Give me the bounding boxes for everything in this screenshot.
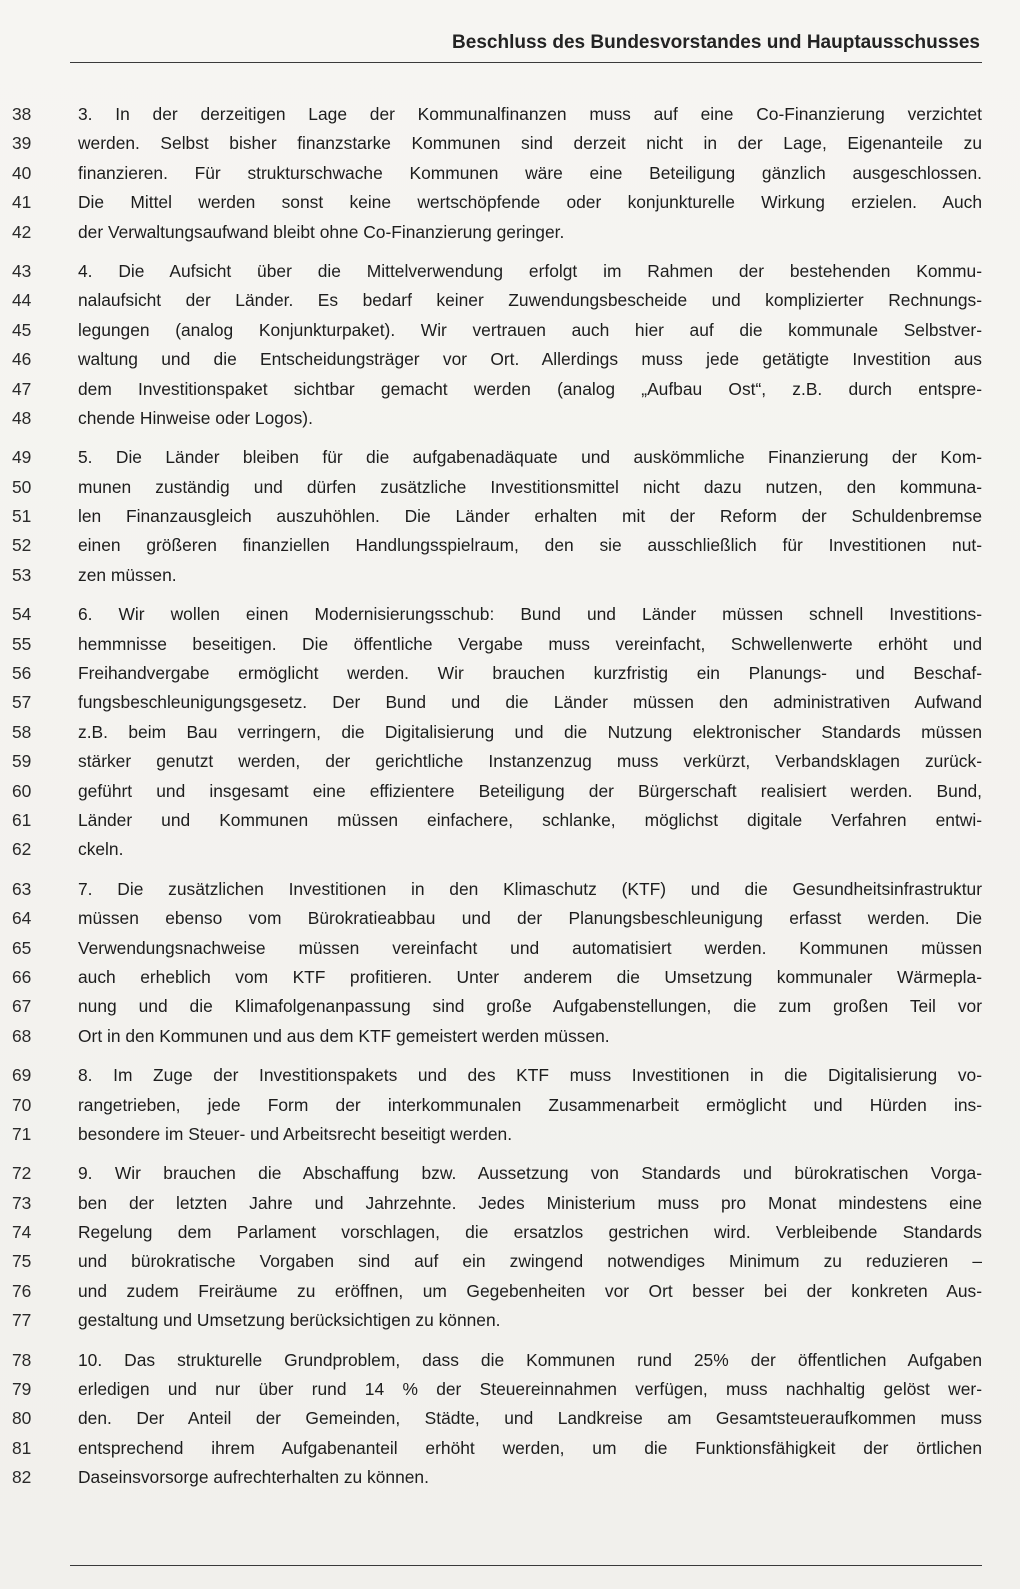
text-line (0, 747, 1020, 776)
line-text: Die Mittel werden sonst keine wertschöpfende oder konjunkturelle Wirkung erzielen. Auch (78, 192, 982, 213)
line-text: Ort in den Kommunen und aus dem KTF gemeistert werden müssen. (78, 1025, 610, 1046)
line-text: besondere im Steuer- und Arbeitsrecht beseitigt werden. (78, 1123, 513, 1144)
text-line (0, 257, 1020, 286)
line-number: 57 (12, 692, 32, 713)
line-text: dem Investitionspaket sichtbar gemacht werden (analog „Aufbau Ost“, z.B. durch entspre- (78, 378, 982, 399)
line-number: 68 (12, 1025, 32, 1046)
text-line (0, 531, 1020, 560)
line-number: 60 (12, 780, 32, 801)
line-text: munen zuständig und dürfen zusätzliche Investitionsmittel nicht dazu nutzen, den kommuna- (78, 476, 982, 497)
line-text: 4. Die Aufsicht über die Mittelverwendung erfolgt im Rahmen der bestehenden Kommu- (78, 260, 982, 281)
text-line (0, 100, 1020, 129)
line-text: finanzieren. Für strukturschwache Kommunen wäre eine Beteiligung gänzlich ausgeschlossen. (78, 162, 982, 183)
text-line (0, 1091, 1020, 1120)
footer-divider (70, 1565, 982, 1566)
line-number: 43 (12, 260, 32, 281)
line-text: 10. Das strukturelle Grundproblem, dass die Kommunen rund 25% der öffentlichen Aufgaben (78, 1349, 982, 1370)
text-line (0, 1277, 1020, 1306)
text-line (0, 1346, 1020, 1375)
line-text: und zudem Freiräume zu eröffnen, um Gegebenheiten vor Ort besser bei der konkreten Aus- (78, 1280, 982, 1301)
line-text: zen müssen. (78, 564, 177, 585)
page-header-title: Beschluss des Bundesvorstandes und Hauptausschusses (452, 32, 980, 53)
line-number: 52 (12, 535, 32, 556)
line-number: 75 (12, 1251, 32, 1272)
text-line (0, 159, 1020, 188)
header-divider (70, 62, 982, 63)
line-number: 82 (12, 1467, 32, 1488)
text-line (0, 1404, 1020, 1433)
line-number: 47 (12, 378, 32, 399)
line-number: 44 (12, 290, 32, 311)
line-text: gestaltung und Umsetzung berücksichtigen zu können. (78, 1310, 501, 1331)
text-line (0, 1120, 1020, 1149)
text-line (0, 600, 1020, 629)
line-text: 9. Wir brauchen die Abschaffung bzw. Aussetzung von Standards und bürokratischen Vorga- (78, 1163, 982, 1184)
text-line (0, 1375, 1020, 1404)
line-number: 79 (12, 1379, 32, 1400)
line-text: 3. In der derzeitigen Lage der Kommunalfinanzen muss auf eine Co-Finanzierung verzichtet (78, 104, 982, 124)
line-number: 42 (12, 221, 32, 242)
line-number: 65 (12, 937, 32, 958)
paragraph (0, 100, 1020, 247)
text-line (0, 345, 1020, 374)
line-number: 45 (12, 319, 32, 340)
line-number: 56 (12, 663, 32, 684)
text-line (0, 375, 1020, 404)
line-number: 67 (12, 996, 32, 1017)
text-line (0, 1218, 1020, 1247)
line-text: den. Der Anteil der Gemeinden, Städte, und Landkreise am Gesamtsteueraufkommen muss (78, 1408, 982, 1429)
text-line (0, 659, 1020, 688)
text-line (0, 835, 1020, 864)
line-text: 5. Die Länder bleiben für die aufgabenadäquate und auskömmliche Finanzierung der Kom- (78, 447, 982, 468)
line-number: 48 (12, 407, 32, 428)
line-number: 54 (12, 604, 32, 625)
text-line (0, 904, 1020, 933)
text-line (0, 188, 1020, 217)
line-text: legungen (analog Konjunkturpaket). Wir vertrauen auch hier auf die kommunale Selbstver- (78, 319, 982, 340)
text-line (0, 1463, 1020, 1492)
text-line (0, 718, 1020, 747)
line-number: 77 (12, 1310, 32, 1331)
text-line (0, 1306, 1020, 1335)
paragraph (0, 600, 1020, 865)
document-body (0, 100, 1020, 1503)
line-number: 61 (12, 809, 32, 830)
paragraph (0, 1061, 1020, 1149)
line-text: chende Hinweise oder Logos). (78, 407, 313, 428)
line-number: 66 (12, 966, 32, 987)
text-line (0, 875, 1020, 904)
line-text: fungsbeschleunigungsgesetz. Der Bund und die Länder müssen den administrativen Aufwand (78, 692, 982, 713)
text-line (0, 129, 1020, 158)
line-number: 51 (12, 506, 32, 527)
line-text: einen größeren finanziellen Handlungsspielraum, den sie ausschließlich für Investitionen nut- (78, 535, 982, 556)
line-text: z.B. beim Bau verringern, die Digitalisierung und die Nutzung elektronischer Standards müssen (78, 721, 982, 742)
text-line (0, 992, 1020, 1021)
line-number: 74 (12, 1222, 32, 1243)
line-text: geführt und insgesamt eine effizientere Beteiligung der Bürgerschaft realisiert werden. Bund, (78, 780, 982, 801)
line-number: 72 (12, 1163, 32, 1184)
line-text: Verwendungsnachweise müssen vereinfacht und automatisiert werden. Kommunen müssen (78, 937, 982, 958)
line-number: 53 (12, 564, 32, 585)
line-number: 73 (12, 1192, 32, 1213)
text-line (0, 1159, 1020, 1188)
line-number: 63 (12, 878, 32, 899)
line-text: len Finanzausgleich auszuhöhlen. Die Länder erhalten mit der Reform der Schuldenbremse (78, 506, 982, 527)
line-number: 70 (12, 1094, 32, 1115)
line-text: rangetrieben, jede Form der interkommunalen Zusammenarbeit ermöglicht und Hürden ins- (78, 1094, 982, 1115)
line-number: 71 (12, 1123, 32, 1144)
line-number: 41 (12, 192, 32, 213)
line-number: 76 (12, 1280, 32, 1301)
line-text: stärker genutzt werden, der gerichtliche Instanzenzug muss verkürzt, Verbandsklagen zurück- (78, 751, 982, 772)
line-text: Daseinsvorsorge aufrechterhalten zu können. (78, 1467, 429, 1488)
line-number: 46 (12, 349, 32, 370)
text-line (0, 473, 1020, 502)
line-number: 40 (12, 162, 32, 183)
line-number: 62 (12, 839, 32, 860)
line-number: 81 (12, 1437, 32, 1458)
line-number: 78 (12, 1349, 32, 1370)
line-text: erledigen und nur über rund 14 % der Steuereinnahmen verfügen, muss nachhaltig gelöst wer- (78, 1379, 982, 1400)
paragraph (0, 1159, 1020, 1335)
paragraph (0, 257, 1020, 433)
line-text: der Verwaltungsaufwand bleibt ohne Co-Finanzierung geringer. (78, 221, 565, 242)
text-line (0, 963, 1020, 992)
line-text: werden. Selbst bisher finanzstarke Kommunen sind derzeit nicht in der Lage, Eigenanteile zu (78, 133, 982, 154)
line-text: Regelung dem Parlament vorschlagen, die ersatzlos gestrichen wird. Verbleibende Standards (78, 1222, 982, 1243)
line-text: müssen ebenso vom Bürokratieabbau und der Planungsbeschleunigung erfasst werden. Die (78, 908, 982, 929)
line-text: Länder und Kommunen müssen einfachere, schlanke, möglichst digitale Verfahren entwi- (78, 809, 982, 830)
line-number: 59 (12, 751, 32, 772)
paragraph (0, 875, 1020, 1051)
text-line (0, 777, 1020, 806)
line-text: 7. Die zusätzlichen Investitionen in den Klimaschutz (KTF) und die Gesundheitsinfrastruktur (78, 878, 982, 899)
line-text: entsprechend ihrem Aufgabenanteil erhöht werden, um die Funktionsfähigkeit der örtlichen (78, 1437, 982, 1458)
line-text: 6. Wir wollen einen Modernisierungsschub: Bund und Länder müssen schnell Investitions- (78, 604, 982, 625)
line-number: 38 (12, 104, 32, 124)
text-line (0, 218, 1020, 247)
text-line (0, 1022, 1020, 1051)
text-line (0, 286, 1020, 315)
line-text: und bürokratische Vorgaben sind auf ein zwingend notwendiges Minimum zu reduzieren – (78, 1251, 982, 1272)
line-number: 58 (12, 721, 32, 742)
line-text: ckeln. (78, 839, 124, 860)
line-number: 80 (12, 1408, 32, 1429)
text-line (0, 1247, 1020, 1276)
line-number: 69 (12, 1065, 32, 1086)
line-text: 8. Im Zuge der Investitionspakets und des KTF muss Investitionen in die Digitalisierung vo- (78, 1065, 982, 1086)
text-line (0, 934, 1020, 963)
text-line (0, 502, 1020, 531)
line-number: 55 (12, 633, 32, 654)
text-line (0, 404, 1020, 433)
text-line (0, 443, 1020, 472)
text-line (0, 1434, 1020, 1463)
line-text: nung und die Klimafolgenanpassung sind große Aufgabenstellungen, die zum großen Teil vor (78, 996, 982, 1017)
line-number: 64 (12, 908, 32, 929)
paragraph (0, 1346, 1020, 1493)
text-line (0, 561, 1020, 590)
line-text: auch erheblich vom KTF profitieren. Unter anderem die Umsetzung kommunaler Wärmepla- (78, 966, 982, 987)
text-line (0, 316, 1020, 345)
text-line (0, 806, 1020, 835)
line-text: nalaufsicht der Länder. Es bedarf keiner Zuwendungsbescheide und komplizierter Rechnungs- (78, 290, 982, 311)
line-text: Freihandvergabe ermöglicht werden. Wir brauchen kurzfristig ein Planungs- und Beschaf- (78, 663, 982, 684)
text-line (0, 630, 1020, 659)
text-line (0, 1189, 1020, 1218)
line-number: 50 (12, 476, 32, 497)
text-line (0, 1061, 1020, 1090)
line-text: hemmnisse beseitigen. Die öffentliche Vergabe muss vereinfacht, Schwellenwerte erhöht und (78, 633, 982, 654)
text-line (0, 688, 1020, 717)
line-text: ben der letzten Jahre und Jahrzehnte. Jedes Ministerium muss pro Monat mindestens eine (78, 1192, 982, 1213)
paragraph (0, 443, 1020, 590)
line-number: 39 (12, 133, 32, 154)
line-text: waltung und die Entscheidungsträger vor Ort. Allerdings muss jede getätigte Investition aus (78, 349, 982, 370)
line-number: 49 (12, 447, 32, 468)
